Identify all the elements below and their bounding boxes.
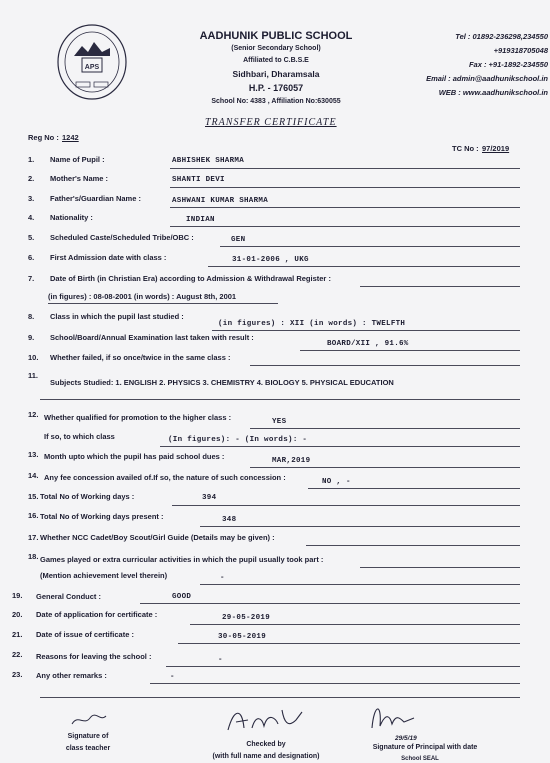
- row-19-label: General Conduct :: [36, 592, 102, 601]
- row-13-value: MAR,2019: [272, 457, 311, 465]
- row-7-value: (in figures) : 08-08-2001 (in words) : August 8th, 2001: [48, 292, 237, 301]
- row-21-number: 21.: [12, 630, 23, 639]
- row-18-number: 18.: [28, 552, 39, 561]
- row-7-number: 7.: [28, 274, 35, 283]
- row-1-number: 1.: [28, 155, 35, 164]
- row-16-label: Total No of Working days present :: [40, 512, 164, 521]
- row-3-label: Father's/Guardian Name :: [50, 194, 141, 203]
- row-12-value: YES: [272, 418, 287, 426]
- reg-no-label: Reg No :: [28, 133, 59, 142]
- fax-number: Fax : +91-1892-234550: [468, 60, 548, 69]
- row-16-number: 16.: [28, 511, 39, 520]
- row-23-underline: [150, 683, 520, 684]
- school-level: (Senior Secondary School): [231, 45, 321, 52]
- row-19-value: GOOD: [172, 593, 192, 601]
- row-15-number: 15.: [28, 492, 39, 501]
- school-seal-label: School SEAL: [401, 756, 439, 762]
- row-18-label: Games played or extra curricular activities in which the pupil usually took part :: [40, 555, 324, 564]
- logo-text: APS: [84, 64, 100, 71]
- row-6-label: First Admission date with class :: [50, 253, 167, 262]
- telephone-1: Tel : 01892-236298,234550: [455, 32, 548, 41]
- school-logo-icon: [52, 22, 132, 102]
- row-22-number: 22.: [12, 650, 23, 659]
- row-2-underline: [170, 187, 520, 188]
- row-19-underline: [140, 603, 520, 604]
- teacher-signature-label-2: class teacher: [65, 745, 111, 752]
- website-address: WEB : www.aadhunikschool.in: [438, 88, 548, 97]
- row-2-value: SHANTI DEVI: [172, 176, 225, 184]
- row-20-label: Date of application for certificate :: [36, 610, 158, 619]
- row-13-number: 13.: [28, 450, 39, 459]
- row-5-number: 5.: [28, 233, 35, 242]
- row-22-value: -: [218, 656, 223, 664]
- row-11-underline: [40, 399, 520, 400]
- row-18b-underline: [200, 584, 520, 585]
- row-9-number: 9.: [28, 333, 35, 342]
- row-12b-label: If so, to which class: [44, 432, 115, 441]
- row-6-number: 6.: [28, 253, 35, 262]
- row-14-underline: [308, 488, 520, 489]
- school-state: H.P. - 176057: [248, 83, 304, 93]
- row-12b-underline: [160, 446, 520, 447]
- certificate-title: TRANSFER CERTIFICATE: [205, 117, 337, 128]
- row-5-underline: [220, 246, 520, 247]
- row-17-underline: [306, 545, 520, 546]
- row-13-label: Month upto which the pupil has paid school dues :: [44, 452, 225, 461]
- row-4-underline: [170, 226, 520, 227]
- row-18-underline: [360, 567, 520, 568]
- row-20-underline: [190, 624, 520, 625]
- row-23-number: 23.: [12, 670, 23, 679]
- principal-signature-date: 29/5/19: [395, 735, 417, 742]
- row-10-underline: [250, 365, 520, 366]
- row-19-number: 19.: [12, 591, 23, 600]
- row-20-number: 20.: [12, 610, 23, 619]
- row-13-underline: [250, 467, 520, 468]
- row-4-value: INDIAN: [186, 216, 215, 224]
- row-9-value: BOARD/XII , 91.6%: [327, 340, 409, 348]
- row-17-number: 17.: [28, 533, 39, 542]
- row-6-underline: [208, 266, 520, 267]
- row-6-value: 31-01-2006 , UKG: [232, 256, 309, 264]
- row-8-underline: [212, 330, 520, 331]
- row-22-underline: [166, 666, 520, 667]
- row-18b-label: (Mention achievement level therein): [40, 571, 168, 580]
- teacher-signature-icon: [68, 708, 108, 732]
- row-11-number: 11.: [28, 371, 39, 380]
- row-16-underline: [200, 526, 520, 527]
- school-name: AADHUNIK PUBLIC SCHOOL: [199, 30, 353, 42]
- row-2-number: 2.: [28, 174, 35, 183]
- row-14-label: Any fee concession availed of.If so, the nature of such concession :: [44, 473, 286, 482]
- row-21-underline: [178, 643, 520, 644]
- row-7-label: Date of Birth (in Christian Era) according to Admission & Withdrawal Register :: [50, 274, 331, 283]
- row-23-value: -: [170, 673, 175, 681]
- row-22-label: Reasons for leaving the school :: [36, 652, 152, 661]
- principal-signature-icon: [364, 698, 424, 738]
- row-23-underline-b: [40, 697, 520, 698]
- checked-by-label-2: (with full name and designation): [212, 753, 320, 760]
- row-9-label: School/Board/Annual Examination last taken with result :: [50, 333, 254, 342]
- row-3-value: ASHWANI KUMAR SHARMA: [172, 197, 269, 205]
- row-15-value: 394: [202, 494, 217, 502]
- reg-no-value: 1242: [62, 133, 79, 142]
- row-20-value: 29-05-2019: [222, 614, 271, 622]
- row-21-label: Date of issue of certificate :: [36, 630, 134, 639]
- school-location: Sidhbari, Dharamsala: [232, 69, 320, 79]
- checked-by-label: Checked by: [246, 741, 286, 748]
- principal-signature-label: Signature of Principal with date: [372, 744, 478, 751]
- row-10-number: 10.: [28, 353, 39, 362]
- row-12-label: Whether qualified for promotion to the higher class :: [44, 413, 232, 422]
- row-14-number: 14.: [28, 471, 39, 480]
- row-21-value: 30-05-2019: [218, 633, 267, 641]
- row-23-label: Any other remarks :: [36, 671, 107, 680]
- row-1-value: ABHISHEK SHARMA: [172, 157, 245, 165]
- row-8-value: (in figures) : XII (in words) : TWELFTH: [218, 320, 406, 328]
- tc-no-label: TC No :: [452, 144, 479, 153]
- row-12-underline: [250, 428, 520, 429]
- row-18b-value: -: [220, 574, 225, 582]
- row-8-number: 8.: [28, 312, 35, 321]
- row-1-label: Name of Pupil :: [50, 155, 105, 164]
- telephone-2: +919318705048: [493, 46, 548, 55]
- row-17-label: Whether NCC Cadet/Boy Scout/Girl Guide (Details may be given) :: [40, 533, 275, 542]
- tc-no-value: 97/2019: [482, 144, 510, 153]
- email-address: Email : admin@aadhunikschool.in: [426, 74, 548, 83]
- row-4-number: 4.: [28, 213, 35, 222]
- row-5-label: Scheduled Caste/Scheduled Tribe/OBC :: [50, 233, 194, 242]
- row-1-underline: [170, 168, 520, 169]
- row-5-value: GEN: [231, 236, 246, 244]
- row-4-label: Nationality :: [50, 213, 93, 222]
- row-2-label: Mother's Name :: [50, 174, 109, 183]
- row-7-underline-b: [48, 303, 278, 304]
- row-14-value: NO , -: [322, 478, 351, 486]
- row-8-label: Class in which the pupil last studied :: [50, 312, 184, 321]
- row-15-label: Total No of Working days :: [40, 492, 135, 501]
- row-9-underline: [300, 350, 520, 351]
- row-3-underline: [170, 207, 520, 208]
- row-15-underline: [172, 505, 520, 506]
- row-7-underline-a: [360, 286, 520, 287]
- row-11-label: Subjects Studied: 1. ENGLISH 2. PHYSICS 3. CHEMISTRY 4. BIOLOGY 5. PHYSICAL EDUCATION: [50, 378, 394, 387]
- school-affiliation: Affiliated to C.B.S.E: [243, 57, 309, 64]
- row-12b-value: (In figures): - (In words): -: [168, 436, 308, 444]
- row-3-number: 3.: [28, 194, 35, 203]
- school-number: School No: 4383 , Affiliation No:630055: [211, 98, 341, 105]
- row-16-value: 348: [222, 516, 237, 524]
- checker-signature-icon: [222, 700, 312, 740]
- row-10-label: Whether failed, if so once/twice in the same class :: [50, 353, 231, 362]
- teacher-signature-label: Signature of: [67, 733, 109, 740]
- row-12-number: 12.: [28, 410, 39, 419]
